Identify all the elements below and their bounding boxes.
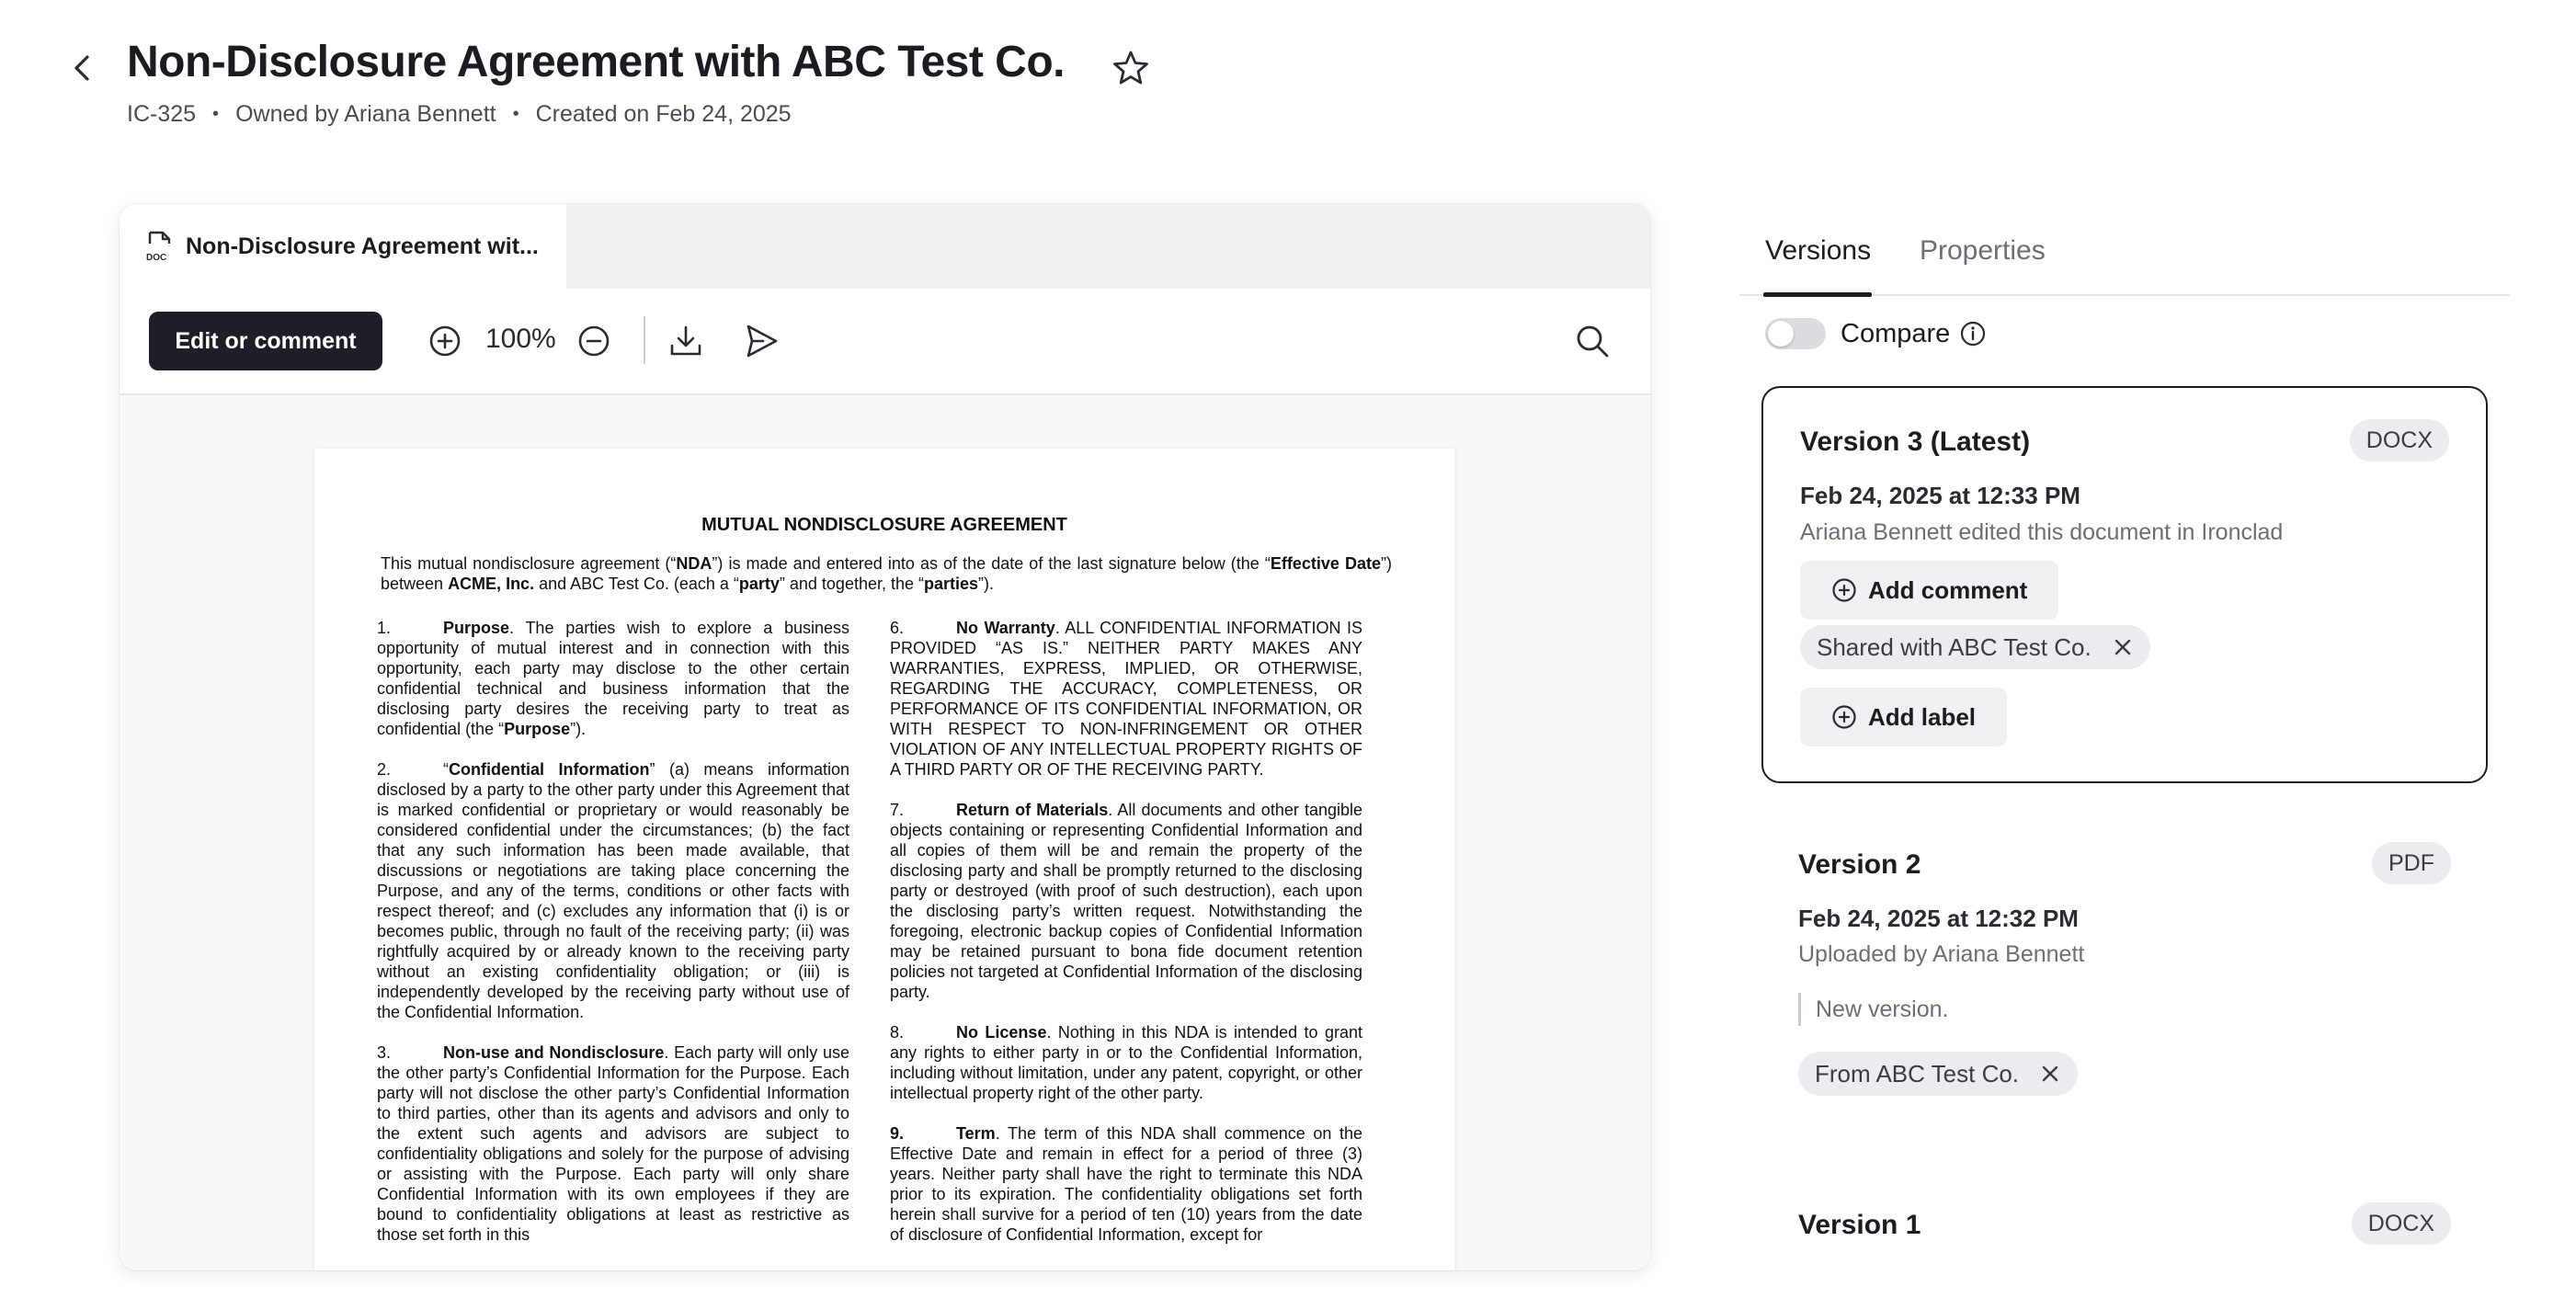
clause-return-of-materials: 7. Return of Materials. All documents and other tangible objects containing or representing Confidential Information and all copies of them will be and remain the property of the disclosing party and shall be promptly returned to the disclosing party or destroyed (with proof of such destruction), each upon the disclosing party’s written request. Notwithstanding the foregoing, electronic backup copies of Confidential Information may be retained pursuant to bona fide document retention policies not targeted at Confidential Information of the disclosing party. bbox=[890, 801, 1363, 1001]
page-title: Non-Disclosure Agreement with ABC Test Co. bbox=[127, 38, 1065, 86]
edit-or-comment-button[interactable]: Edit or comment bbox=[149, 312, 382, 370]
download-icon[interactable] bbox=[667, 323, 704, 359]
document-heading: MUTUAL NONDISCLOSURE AGREEMENT bbox=[701, 515, 1067, 535]
clause-purpose: 1. Purpose. The parties wish to explore a business opportunity of mutual interest and in connection with this opportunity, each party may disclose to the other certain confidential technical and business information that the disclosing party desires the receiving party to treat as confidential (the “Purpose”). bbox=[377, 619, 849, 738]
add-label-button[interactable] bbox=[1800, 688, 2007, 746]
compare-label: Compare bbox=[1841, 318, 1951, 348]
version-card-2[interactable] bbox=[1761, 809, 2488, 1140]
remove-label-icon[interactable] bbox=[2039, 1063, 2061, 1085]
clause-no-license: 8. No License. Nothing in this NDA is intended to grant any rights to either party in or to the Confidential Information, including without limitation, under any patent, copyright, or other intellectual property right of the other party. bbox=[890, 1023, 1362, 1102]
document-canvas[interactable] bbox=[120, 395, 1650, 1270]
created-text: Created on Feb 24, 2025 bbox=[535, 101, 792, 127]
info-icon[interactable] bbox=[1959, 320, 1987, 347]
add-comment-label: Add comment bbox=[1868, 575, 2028, 604]
format-badge: DOCX bbox=[2352, 1202, 2451, 1245]
owner-text: Owned by Ariana Bennett bbox=[235, 101, 496, 127]
clause-term: 9. Term. The term of this NDA shall commence on the Effective Date and remain in effect for a period of three (3) years. Neither party shall have the right to terminate this NDA prior to its expiration. The confidentiality obligations set forth herein shall survive for a period of ten (10) years from the date of disclosure of Confidential Information, except for bbox=[890, 1124, 1362, 1244]
search-icon[interactable] bbox=[1574, 323, 1611, 359]
document-page bbox=[314, 449, 1454, 1270]
separator-dot: • bbox=[212, 104, 220, 124]
compare-toggle[interactable] bbox=[1765, 318, 1826, 349]
plus-circle-icon bbox=[1831, 577, 1857, 603]
toolbar-divider bbox=[644, 316, 645, 364]
version-title: Version 1 bbox=[1798, 1210, 1921, 1240]
version-label-chip bbox=[1798, 1052, 2078, 1096]
compare-row bbox=[1765, 318, 1987, 349]
send-icon[interactable] bbox=[743, 323, 780, 359]
version-label-chip bbox=[1800, 625, 2150, 669]
document-column-right bbox=[890, 618, 1362, 1265]
format-badge: DOCX bbox=[2350, 419, 2449, 461]
svg-text:DOC: DOC bbox=[146, 253, 167, 262]
file-tab[interactable] bbox=[120, 204, 566, 289]
version-title: Version 2 bbox=[1798, 849, 1921, 880]
document-column-left bbox=[377, 618, 849, 1265]
tab-versions[interactable]: Versions bbox=[1765, 235, 1872, 266]
plus-circle-icon bbox=[1831, 704, 1857, 730]
version-card-1[interactable] bbox=[1761, 1169, 2488, 1270]
star-icon[interactable] bbox=[1111, 48, 1151, 88]
remove-label-icon[interactable] bbox=[2112, 636, 2134, 658]
format-badge: PDF bbox=[2372, 842, 2451, 884]
version-note bbox=[1798, 993, 1949, 1026]
viewer-tabstrip bbox=[120, 204, 1650, 289]
clause-no-warranty: 6. No Warranty. ALL CONFIDENTIAL INFORMATION IS PROVIDED “AS IS.” NEITHER PARTY MAKES ANY WARRANTIES, EXPRESS, IMPLIED, OR OTHERWISE, REGARDING THE ACCURACY, COMPLETENESS, OR PERFORMANCE OF ITS CONFIDENTIAL INFORMATION, OR WITH RESPECT TO NON-INFRINGEMENT OR OTHER VIOLATION OF ANY INTELLECTUAL PROPERTY RIGHTS OF A THIRD PARTY OR OF THE RECEIVING PARTY. bbox=[890, 619, 1362, 779]
zoom-level: 100% bbox=[485, 324, 556, 354]
toggle-knob bbox=[1768, 321, 1794, 347]
separator-dot: • bbox=[512, 104, 519, 124]
add-label-label: Add label bbox=[1868, 702, 1977, 731]
record-id: IC-325 bbox=[127, 101, 197, 127]
version-description: Ariana Bennett edited this document in Ironclad bbox=[1800, 519, 2284, 545]
zoom-in-icon[interactable] bbox=[427, 323, 463, 359]
file-tab-label: Non-Disclosure Agreement wit... bbox=[186, 233, 539, 259]
document-viewer bbox=[120, 204, 1650, 1270]
zoom-out-icon[interactable] bbox=[576, 323, 612, 359]
version-card-3[interactable] bbox=[1761, 386, 2488, 783]
version-note-text: New version. bbox=[1816, 996, 1949, 1022]
doc-file-icon bbox=[145, 231, 173, 262]
back-arrow-icon[interactable] bbox=[64, 50, 101, 86]
clause-non-use: 3. Non-use and Nondisclosure. Each party will only use the other party’s Confidential Information for the Purpose. Each party will not disclose the other party’s Confidential Information to third parties, other than its agents and advisors and only to the extent such agents and advisors are subject to confidentiality obligations and solely for the purpose of advising or assisting with the Purpose. Each party will only share Confidential Information with its own employees if they are bound to confidentiality obligations at least as restrictive as those set forth in this bbox=[377, 1043, 849, 1244]
version-date: Feb 24, 2025 at 12:32 PM bbox=[1798, 905, 2079, 932]
clause-confidential-information: 2. “Confidential Information” (a) means information disclosed by a party to the other party under this Agreement that is marked confidential or proprietary or would reasonably be considered confidential under the circumstances; (b) the fact that any such information has been made available, that discussions or negotiations are taking place concerning the Purpose, and any of the terms, conditions or other facts with respect thereof; and (c) excludes any information that (i) is or becomes public, through no fault of the receiving party; (ii) was rightfully acquired by or already known to the receiving party without an existing confidentiality obligation; or (iii) is independently developed by the receiving party without use of the Confidential Information. bbox=[377, 760, 849, 1021]
viewer-toolbar bbox=[120, 289, 1650, 395]
version-date: Feb 24, 2025 at 12:33 PM bbox=[1800, 482, 2080, 509]
add-comment-button[interactable] bbox=[1800, 561, 2058, 620]
label-chip-text: Shared with ABC Test Co. bbox=[1817, 632, 2092, 661]
page-meta bbox=[127, 101, 792, 128]
document-intro: This mutual nondisclosure agreement (“NDA”) is made and entered into as of the date of the last signature below (the “Effective Date”) between ACME, Inc. and ABC Test Co. (each a “party” and together, the “parties”). bbox=[381, 554, 1392, 593]
version-description: Uploaded by Ariana Bennett bbox=[1798, 941, 2085, 967]
version-title: Version 3 (Latest) bbox=[1800, 427, 2031, 457]
tab-properties[interactable]: Properties bbox=[1920, 235, 2046, 266]
label-chip-text: From ABC Test Co. bbox=[1815, 1059, 2020, 1087]
active-tab-indicator bbox=[1763, 292, 1872, 297]
panel-tabs bbox=[1739, 226, 2510, 296]
